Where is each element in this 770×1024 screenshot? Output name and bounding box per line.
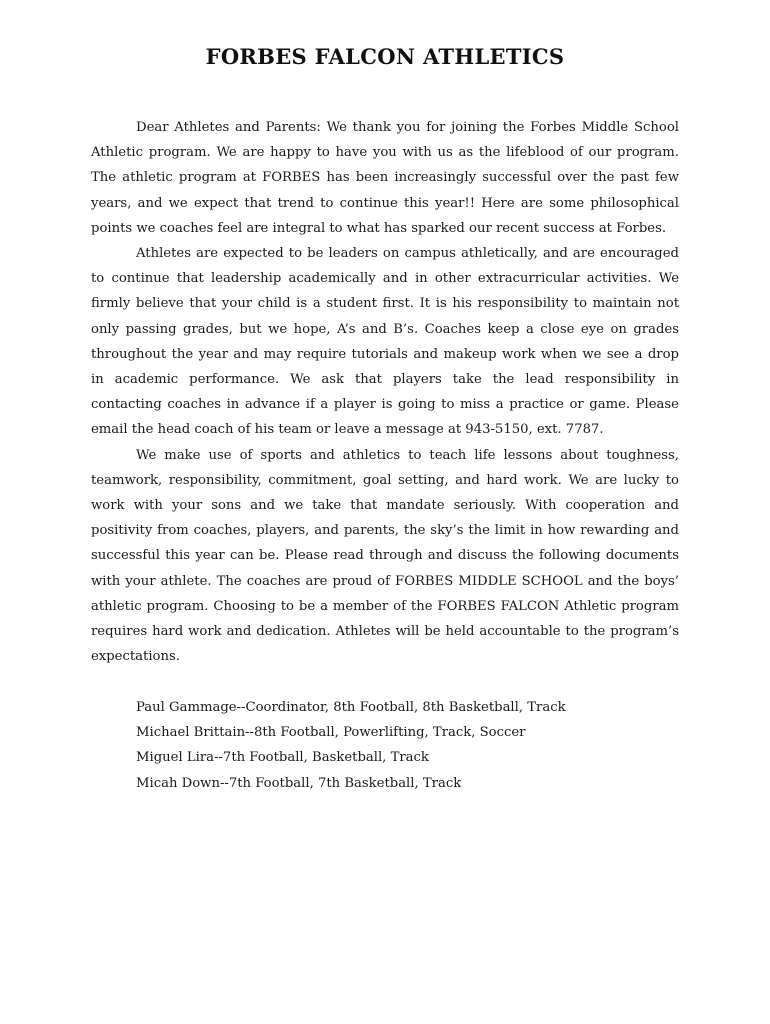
coach-item: Micah Down--7th Football, 7th Basketball, Track (136, 775, 462, 791)
coach-item: Paul Gammage--Coordinator, 8th Football, 8th Basketball, Track (136, 700, 566, 715)
coach-item: Michael Brittain--8th Football, Powerlifting, Track, Soccer (136, 725, 526, 741)
coaches-list (136, 695, 696, 796)
paragraph-expectations: Athletes are expected to be leaders on campus athletically, and are encouraged to continue that leadership academically and in other extracurricular activities. We firmly believe that your child is a student first. It is his responsibility to maintain not only passing grades, but we hope, A’s and B’s. Coaches keep a close eye on grades throughout the year and may require tutorials and makeup work when we see a drop in academic performance. We ask that players take the lead responsibility in contacting coaches in advance if a player is going to miss a practice or game. Please email the head coach of his team or leave a message at 943-5150, ext. 7787. (91, 246, 679, 438)
letter-body (91, 115, 679, 669)
coach-item: Miguel Lira--7th Football, Basketball, Track (136, 750, 429, 766)
paragraph-life-lessons: We make use of sports and athletics to teach life lessons about toughness, teamwork, responsibility, commitment, goal setting, and hard work. We are lucky to work with your sons and we take that mandate seriously. With cooperation and positivity from coaches, players, and parents, the sky’s the limit in how rewarding and successful this year can be. Please read through and discuss the following documents with your athlete. The coaches are proud of FORBES MIDDLE SCHOOL and the boys’ athletic program. Choosing to be a member of the FORBES FALCON Athletic program requires hard work and dedication. Athletes will be held accountable to the program’s expectations. (91, 447, 679, 665)
paragraph-welcome: Dear Athletes and Parents: We thank you for joining the Forbes Middle School Athletic program. We are happy to have you with us as the lifeblood of our program. The athletic program at FORBES has been increasingly successful over the past few years, and we expect that trend to continue this year!! Here are some philosophical points we coaches feel are integral to what has sparked our recent success at Forbes. (91, 120, 679, 236)
page-title: FORBES FALCON ATHLETICS (205, 44, 565, 69)
